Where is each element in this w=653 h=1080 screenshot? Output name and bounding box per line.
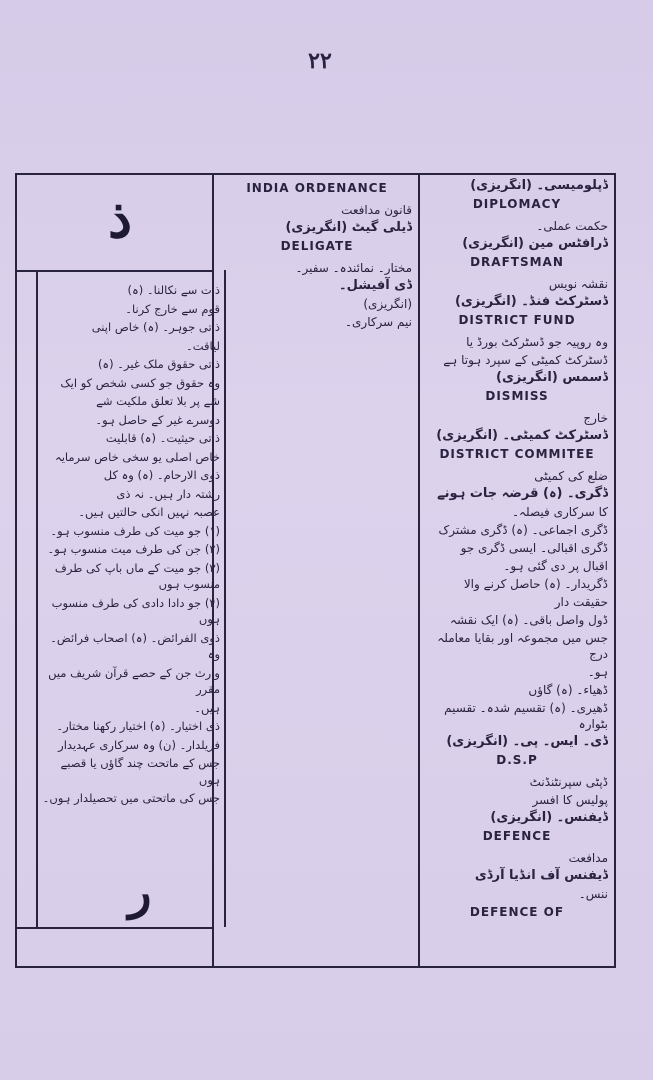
right-entry-english-term: DRAFTSMAN [470,255,564,269]
right-entry-headword: ڈسٹرکٹ فنڈ۔ (انگریزی) [454,294,608,309]
left-entry-line: ذات سے نکالنا۔ (ہ) [127,283,220,297]
middle-entry-definition: قانون مدافعت [341,203,412,217]
left-entry-line: ہیں۔ [194,700,220,715]
middle-entry-definition: (انگریزی) [363,297,412,311]
right-entry-definition: ڈھیری۔ (ہ) تقسیم شدہ۔ تقسیم بٹوارہ [444,701,608,731]
left-entry-line: ذی اختیار۔ (ہ) اختیار رکھنا مختار۔ [56,719,220,733]
left-entry-line: ذوی الفرائض۔ (ہ) اصحاب فرائض۔ وہ [50,630,220,661]
left-entry-line: قوم سے خارج کرنا۔ [125,301,220,316]
left-entry-line: ذاتی حقوق ملک غیر۔ (ہ) [97,357,220,371]
right-entry-definition: ڈگریدار۔ (ہ) حاصل کرنے والا [463,577,608,591]
left-entry-line: جس کی ماتحتی میں تحصیلدار ہوں۔ [42,791,220,805]
right-entry-definition: ضلع کی کمیٹی [534,469,608,483]
left-entry-line: خاص اصلی یو سخی خاص سرمایہ [54,449,220,464]
right-entry-definition: ننس۔ [578,887,608,901]
middle-entry-headword: ڈیلی گیٹ (انگریزی) [285,220,412,235]
left-entry-line: ذاتی حیثیت۔ (ہ) قابلیت [105,431,220,445]
right-entry-english-term: D.S.P [496,753,538,767]
right-entry-headword: ڈی۔ ایس۔ پی۔ (انگریزی) [446,734,608,749]
left-entry-line: شے پر بلا تعلق ملکیت شے [96,394,220,408]
right-entry-definition: مدافعت [568,851,608,865]
right-entry-headword: ڈپلومیسی۔ (انگریزی) [470,178,608,193]
right-entry-definition: خارج [583,411,608,425]
right-entry-definition: اقبال پر دی گئی ہو۔ [503,559,608,573]
right-entry-definition: ڈپٹی سپرنٹنڈنٹ [529,775,608,789]
right-column-entries [426,178,608,963]
right-entry-definition: ڈول واصل باقی۔ (ہ) ایک نقشہ [449,613,608,627]
right-entry-definition: ڈگری اجماعی۔ (ہ) ڈگری مشترک [438,523,608,537]
left-entry-line: وہ حقوق جو کسی شخص کو ایک [60,375,220,390]
right-entry-english-term: DEFENCE [482,829,552,843]
middle-entry-headword: ڈی آفیشل۔ [339,278,412,293]
left-entry-line: (۴) جو دادا دادی کی طرف منسوب ہوں [51,595,220,626]
right-entry-definition: وہ روپیہ جو ڈسٹرکٹ بورڈ یا [466,335,608,349]
right-entry-english-term: DISMISS [485,389,549,403]
left-letter-separator [15,270,214,272]
right-entry-definition: ڈگری اقبالی۔ ایسی ڈگری جو [460,541,608,555]
right-entry-headword: ڈیفنس آف انڈیا آرڈی [474,868,608,883]
left-entry-line: (۱) جو میت کی طرف منسوب ہو۔ [50,523,220,538]
left-bottom-separator [15,927,214,929]
left-entry-line: جس کے ماتحت چند گاؤں یا قصبے ہوں [60,756,220,787]
left-entry-line: دوسرے غیر کے حاصل ہو۔ [95,412,220,427]
middle-entry-english-term: INDIA ORDENANCE [246,181,388,195]
right-entry-definition: ڈھیاء۔ (ہ) گاؤں [528,683,608,697]
left-entry-line: عصبہ نہیں انکی حالتیں ہیں۔ [78,505,220,519]
left-entry-line: رشتہ دار ہیں۔ نہ ذی [116,486,220,501]
right-entry-english-term: DIPLOMACY [472,197,562,211]
right-entry-headword: ڈگری۔ (ہ) قرضہ جات ہونے [437,486,608,501]
left-entry-line: (۲) جن کی طرف میت منسوب ہو۔ [47,542,220,556]
right-entry-definition: حقیقت دار [554,595,608,609]
right-entry-headword: ڈرافٹس مین (انگریزی) [462,236,608,251]
middle-entry-definition: مختار۔ نمائندہ۔ سفیر۔ [295,261,412,275]
right-entry-headword: ڈسٹرکٹ کمیٹی۔ (انگریزی) [436,428,608,443]
left-entry-line: لیاقت۔ [185,338,220,353]
left-column-entries [40,282,220,842]
left-entry-line: وارث جن کے حصے قرآن شریف میں مقرر [48,665,220,696]
right-entry-headword: ڈسمس (انگریزی) [496,370,608,385]
right-entry-headword: ڈیفنس۔ (انگریزی) [490,810,608,825]
right-entry-definition: نقشہ نویس [548,277,608,291]
right-entry-definition: حکمت عملی۔ [536,219,608,233]
middle-entry-definition: نیم سرکاری۔ [344,315,412,329]
right-entry-english-term: DEFENCE OF [469,905,565,919]
column-divider-right [418,173,420,968]
middle-column-entries [222,178,412,958]
left-entry-line: ذاتی جوہر۔ (ہ) خاص اپنی [91,320,220,334]
right-entry-definition: ہو۔ [587,665,608,679]
right-entry-definition: جس میں مجموعہ اور بقایا معاملہ درج [437,631,608,661]
section-letter-top: ذ [107,186,133,250]
page-number: ۲۲ [308,48,332,74]
right-entry-definition: ڈسٹرکٹ کمیٹی کے سپرد ہوتا ہے [443,353,608,367]
right-entry-definition: کا سرکاری فیصلہ۔ [511,505,608,519]
left-entry-line: فریلدار۔ (ن) وہ سرکاری عہدیدار [58,737,220,752]
right-entry-english-term: DISTRICT COMMITEE [439,447,595,461]
middle-entry-english-term: DELIGATE [280,239,354,253]
right-entry-definition: پولیس کا افسر [532,793,608,807]
section-letter-bottom: ر [128,864,152,920]
right-entry-english-term: DISTRICT FUND [458,313,576,327]
left-entry-line: ذوی الارحام۔ (ہ) وہ کل [103,468,220,482]
left-entry-line: (۳) جو میت کے ماں باپ کی طرف منسوب ہوں [54,560,220,591]
left-inner-border-left [36,270,38,927]
